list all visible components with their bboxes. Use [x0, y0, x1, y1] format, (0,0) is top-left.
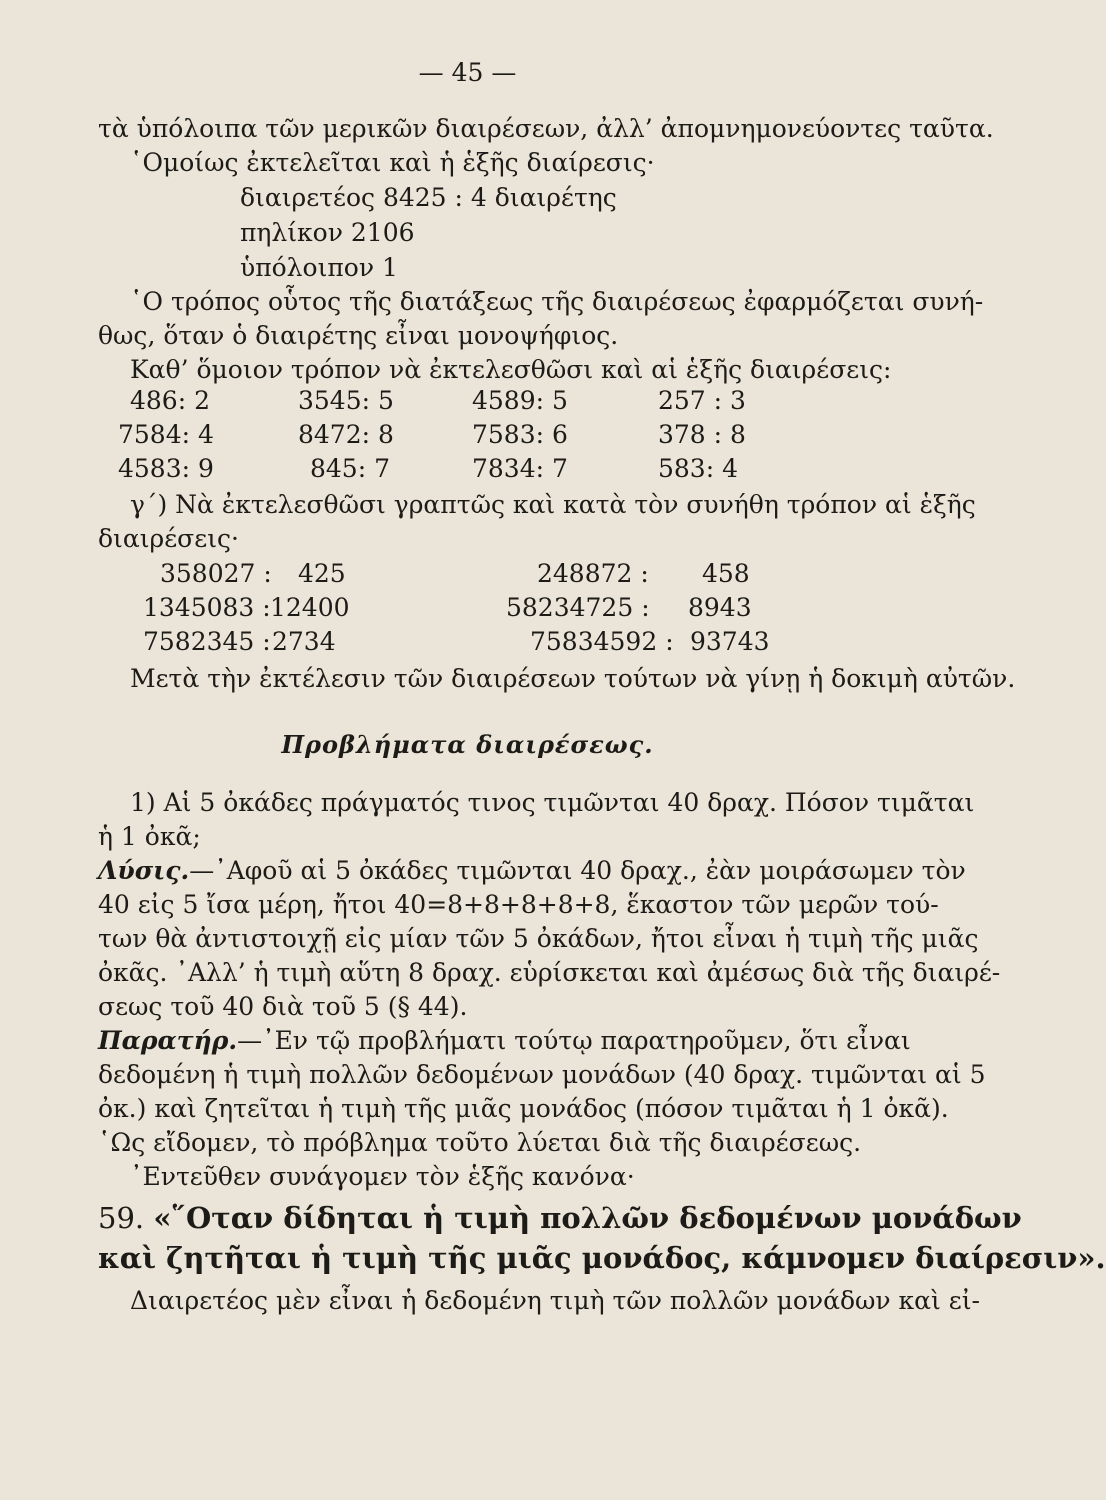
solution-line-4: ὀκᾶς. ᾽Αλλ’ ἡ τιμὴ αὕτη 8 δραχ. εὑρίσκεται καὶ ἀμέσως διὰ τῆς διαιρέ-	[98, 958, 1001, 987]
long-division-cell: 58234725 :	[506, 593, 650, 622]
solution-line-1	[98, 854, 966, 888]
long-division-cell: 2734	[272, 627, 336, 656]
remark-line-2: δεδομένη ἡ τιμὴ πολλῶν δεδομένων μονάδων (40 δραχ. τιμῶνται αἱ 5	[98, 1060, 986, 1089]
para1-line-2: θως, ὅταν ὁ διαιρέτης εἶναι μονοψήφιος.	[98, 321, 619, 350]
long-division-cell: 75834592 :	[530, 627, 674, 656]
division-cell: 7584: 4	[118, 420, 214, 449]
solution-line-5: σεως τοῦ 40 διὰ τοῦ 5 (§ 44).	[98, 992, 468, 1021]
division-cell: 486: 2	[130, 386, 210, 415]
rule-text-1: «῞Οταν δίδηται ἡ τιμὴ πολλῶν δεδομένων μονάδων	[153, 1201, 1022, 1235]
division-cell: 7583: 6	[472, 420, 568, 449]
remark-label: Παρατήρ.	[98, 1026, 238, 1055]
division-cell: 378 : 8	[658, 420, 746, 449]
intro-line-2: ῾Ομοίως ἐκτελεῖται καὶ ἡ ἑξῆς διαίρεσις·	[130, 148, 655, 177]
long-division-cell: 8943	[688, 593, 752, 622]
remark-line-3: ὀκ.) καὶ ζητεῖται ἡ τιμὴ τῆς μιᾶς μονάδος (πόσον τιμᾶται ἡ 1 ὀκᾶ).	[98, 1094, 949, 1123]
solution-line-3: των θὰ ἀντιστοιχῇ εἰς μίαν τῶν 5 ὀκάδων, ἤτοι εἶναι ἡ τιμὴ τῆς μιᾶς	[98, 924, 979, 953]
remark-line-4: ῾Ως εἴδομεν, τὸ πρόβλημα τοῦτο λύεται διὰ τῆς διαιρέσεως.	[98, 1128, 862, 1157]
solution-line-2: 40 εἰς 5 ἴσα μέρη, ἤτοι 40=8+8+8+8+8, ἕκαστον τῶν μερῶν τού-	[98, 890, 939, 919]
page-number: — 45 —	[418, 58, 517, 87]
solution-text: —᾽Αφοῦ αἱ 5 ὀκάδες τιμῶνται 40 δραχ., ἐὰν μοιράσωμεν τὸν	[189, 856, 966, 885]
long-division-cell: 93743	[690, 627, 770, 656]
problem1-line-2: ἡ 1 ὀκᾶ;	[98, 822, 201, 851]
remark-text: —᾽Εν τῷ προβλήματι τούτῳ παρατηροῦμεν, ὅτι εἶναι	[237, 1026, 911, 1055]
example-dividend: διαιρετέος 8425 : 4 διαιρέτης	[240, 183, 617, 212]
long-division-cell: 248872 :	[537, 559, 649, 588]
long-division-cell: 458	[702, 559, 750, 588]
intro-line-1: τὰ ὑπόλοιπα τῶν μερικῶν διαιρέσεων, ἀλλ’ ἀπομνημονεύοντες ταῦτα.	[98, 114, 994, 143]
division-cell: 3545: 5	[298, 386, 394, 415]
example-quotient: πηλίκον 2106	[240, 218, 415, 247]
rule-line-1	[98, 1198, 1022, 1238]
example-remainder: ὑπόλοιπον 1	[240, 253, 398, 282]
problem1-line-1: 1) Αἱ 5 ὀκάδες πράγματός τινος τιμῶνται 40 δραχ. Πόσον τιμᾶται	[130, 788, 975, 817]
rule-line-3: Διαιρετέος μὲν εἶναι ἡ δεδομένη τιμὴ τῶν πολλῶν μονάδων καὶ εἰ-	[130, 1286, 980, 1315]
para1-line-1: ῾Ο τρόπος οὗτος τῆς διατάξεως τῆς διαιρέσεως ἐφαρμόζεται συνή-	[130, 287, 984, 316]
remark-line-1	[98, 1024, 911, 1058]
division-cell: 7834: 7	[472, 454, 568, 483]
rule-line-2: καὶ ζητῆται ἡ τιμὴ τῆς μιᾶς μονάδος, κάμνομεν διαίρεσιν».	[98, 1241, 1106, 1275]
division-cell: 4583: 9	[118, 454, 214, 483]
section-g-line-1: γ΄) Νὰ ἐκτελεσθῶσι γραπτῶς καὶ κατὰ τὸν συνήθη τρόπον αἱ ἑξῆς	[130, 490, 976, 519]
rule-number: 59.	[98, 1201, 145, 1235]
long-division-cell: 358027 :	[160, 559, 272, 588]
section-g-line-2: διαιρέσεις·	[98, 524, 239, 553]
division-cell: 257 : 3	[658, 386, 746, 415]
problems-heading: Προβλήματα διαιρέσεως.	[281, 730, 654, 759]
long-division-cell: 425	[298, 559, 346, 588]
long-division-cell: 7582345 :	[143, 627, 271, 656]
remark-line-5: ᾽Εντεῦθεν συνάγομεν τὸν ἑξῆς κανόνα·	[130, 1162, 635, 1191]
division-cell: 4589: 5	[472, 386, 568, 415]
after-divisions-text: Μετὰ τὴν ἐκτέλεσιν τῶν διαιρέσεων τούτων νὰ γίνῃ ἡ δοκιμὴ αὐτῶν.	[130, 664, 1016, 693]
division-cell: 583: 4	[658, 454, 738, 483]
solution-label: Λύσις.	[98, 856, 190, 885]
division-cell: 8472: 8	[298, 420, 394, 449]
division-cell: 845: 7	[310, 454, 390, 483]
long-division-cell: 12400	[270, 593, 350, 622]
para1-line-3: Καθ’ ὅμοιον τρόπον νὰ ἐκτελεσθῶσι καὶ αἱ ἑξῆς διαιρέσεις:	[130, 355, 892, 384]
long-division-cell: 1345083 :	[143, 593, 271, 622]
